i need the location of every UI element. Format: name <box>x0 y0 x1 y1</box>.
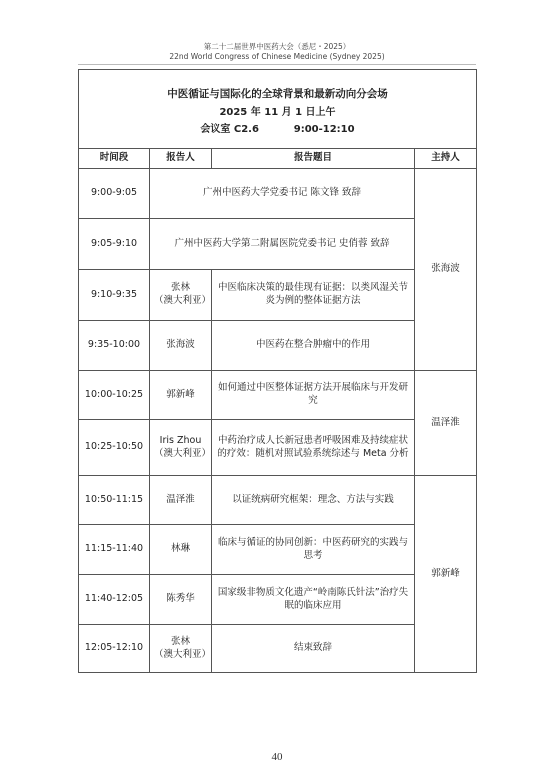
topic-cell: 国家级非物质文化遗产“岭南陈氏针法”治疗失眠的临床应用 <box>212 575 415 625</box>
time-cell: 12:05-12:10 <box>79 625 150 673</box>
host-cell: 温泽淮 <box>415 371 477 476</box>
congress-header-cn: 第二十二届世界中医药大会（悉尼・2025） <box>203 42 351 51</box>
session-title-row <box>79 70 477 149</box>
col-header-speaker: 报告人 <box>150 149 212 169</box>
host-cell: 张海波 <box>415 169 477 371</box>
speaker-cell: 张海波 <box>150 321 212 371</box>
topic-cell: 广州中医药大学党委书记 陈文锋 致辞 <box>150 169 415 219</box>
time-cell: 10:00-10:25 <box>79 371 150 420</box>
speaker-cell: 张林 （澳大利亚） <box>150 625 212 673</box>
col-header-host: 主持人 <box>415 149 477 169</box>
host-cell: 郭新峰 <box>415 476 477 673</box>
time-cell: 9:35-10:00 <box>79 321 150 371</box>
topic-cell: 以证统病研究框架：理念、方法与实践 <box>212 476 415 525</box>
topic-cell: 结束致辞 <box>212 625 415 673</box>
time-cell: 11:15-11:40 <box>79 525 150 575</box>
time-cell: 9:05-9:10 <box>79 219 150 270</box>
session-date: 2025 年 11 月 1 日上午 <box>219 106 336 118</box>
speaker-cell: 林琳 <box>150 525 212 575</box>
speaker-cell: 温泽淮 <box>150 476 212 525</box>
speaker-cell: 张林 （澳大利亚） <box>150 270 212 321</box>
session-title-cell <box>79 70 477 149</box>
header-divider <box>78 64 476 65</box>
session-room-time: 会议室 C2.6 9:00-12:10 <box>200 124 355 136</box>
topic-cell: 临床与循证的协同创新：中医药研究的实践与思考 <box>212 525 415 575</box>
time-cell: 10:50-11:15 <box>79 476 150 525</box>
topic-cell: 广州中医药大学第二附属医院党委书记 史俏蓉 致辞 <box>150 219 415 270</box>
time-cell: 10:25-10:50 <box>79 420 150 476</box>
topic-cell: 中医临床决策的最佳现有证据：以类风湿关节炎为例的整体证据方法 <box>212 270 415 321</box>
col-header-topic: 报告题目 <box>212 149 415 169</box>
page-number: 40 <box>271 751 283 763</box>
speaker-cell: 郭新峰 <box>150 371 212 420</box>
table-row <box>79 476 477 525</box>
topic-cell: 如何通过中医整体证据方法开展临床与开发研究 <box>212 371 415 420</box>
time-cell: 9:00-9:05 <box>79 169 150 219</box>
topic-cell: 中药治疗成人长新冠患者呼吸困难及持续症状的疗效：随机对照试验系统综述与 Meta 分析 <box>212 420 415 476</box>
session-title: 中医循证与国际化的全球背景和最新动向分会场 <box>167 88 388 101</box>
time-cell: 11:40-12:05 <box>79 575 150 625</box>
speaker-cell: 陈秀华 <box>150 575 212 625</box>
congress-header-en: 22nd World Congress of Chinese Medicine (Sydney 2025) <box>169 52 385 61</box>
table-row <box>79 371 477 420</box>
column-header-row <box>79 149 477 169</box>
table-row <box>79 169 477 219</box>
speaker-cell: Iris Zhou （澳大利亚） <box>150 420 212 476</box>
col-header-time: 时间段 <box>79 149 150 169</box>
topic-cell: 中医药在整合肿瘤中的作用 <box>212 321 415 371</box>
time-cell: 9:10-9:35 <box>79 270 150 321</box>
schedule-table <box>78 69 477 673</box>
